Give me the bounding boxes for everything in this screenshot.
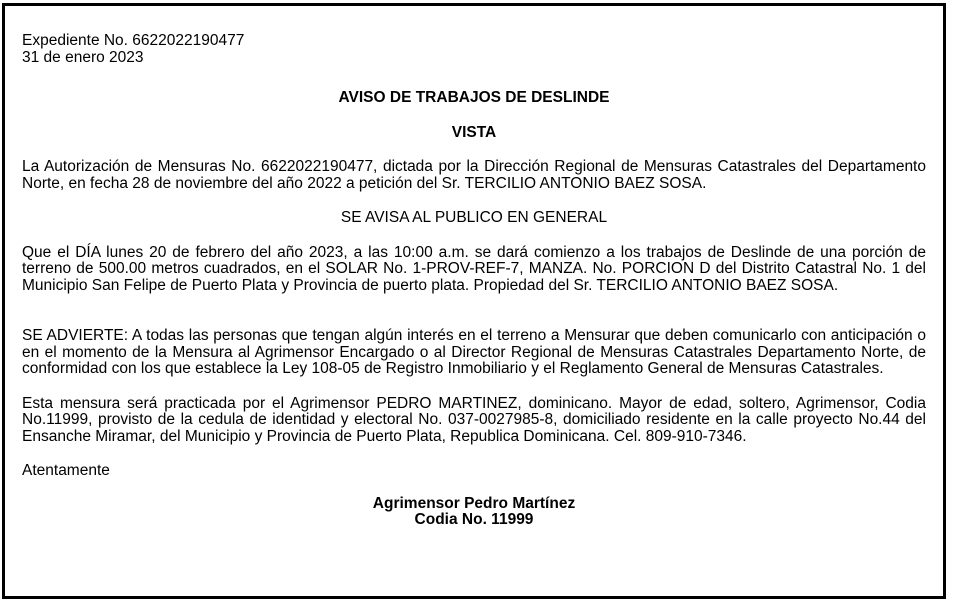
vista-heading: VISTA — [451, 123, 497, 141]
date-location-paragraph: Que el DÍA lunes 20 de febrero del año 2023, a las 10:00 a.m. se dará comienzo a los trabajos de Deslinde de una porción de terreno de 500.00 metros cuadrados, en el SOLAR No. 1-PROV-REF-7, MANZA. No. PORCION D del Distrito Catastral No. 1 del Municipio San Felipe de Puerto Plata y Provincia de puerto plata. Propiedad del Sr. TERCILIO ANTONIO BAEZ SOSA. — [22, 243, 926, 294]
notice-date: 31 de enero 2023 — [22, 48, 144, 66]
public-notice-heading: SE AVISA AL PUBLICO EN GENERAL — [340, 209, 608, 226]
surveyor-paragraph: Esta mensura será practicada por el Agrimensor PEDRO MARTINEZ, dominicano. Mayor de edad, soltero, Agrimensor, Codia No.11999, provisto de la cedula de identidad y electoral No. 037-0027985-8, domiciliado residente en la calle proyecto No.44 del Ensanche Miramar, del Municipio y Provincia de Puerto Plata, Republica Dominicana. Cel. 809-910-7346. — [22, 394, 926, 445]
authorization-paragraph: La Autorización de Mensuras No. 6622022190477, dictada por la Dirección Regional de Mensuras Catastrales del Departamento Norte, en fecha 28 de noviembre del año 2022 a petición del Sr. TERCILIO ANTONIO BAEZ SOSA. — [22, 158, 926, 192]
notice-title: AVISO DE TRABAJOS DE DESLINDE — [338, 89, 610, 106]
signature-codia: Codia No. 11999 — [414, 511, 534, 528]
legal-notice — [2, 3, 946, 599]
case-number: Expediente No. 6622022190477 — [22, 32, 245, 49]
notice-header — [22, 33, 926, 66]
signature-name: Agrimensor Pedro Martínez — [372, 494, 576, 512]
warning-paragraph: SE ADVIERTE: A todas las personas que tengan algún interés en el terreno a Mensurar que deben comunicarlo con anticipación o en el momento de la Mensura al Agrimensor Encargado o al Director Regional de Mensuras Catastrales Departamento Norte, de conformidad con los que establece la Ley 108-05 de Registro Inmobiliario y el Reglamento General de Mensuras Catastrales. — [22, 327, 926, 377]
closing-salutation: Atentamente — [22, 462, 110, 479]
